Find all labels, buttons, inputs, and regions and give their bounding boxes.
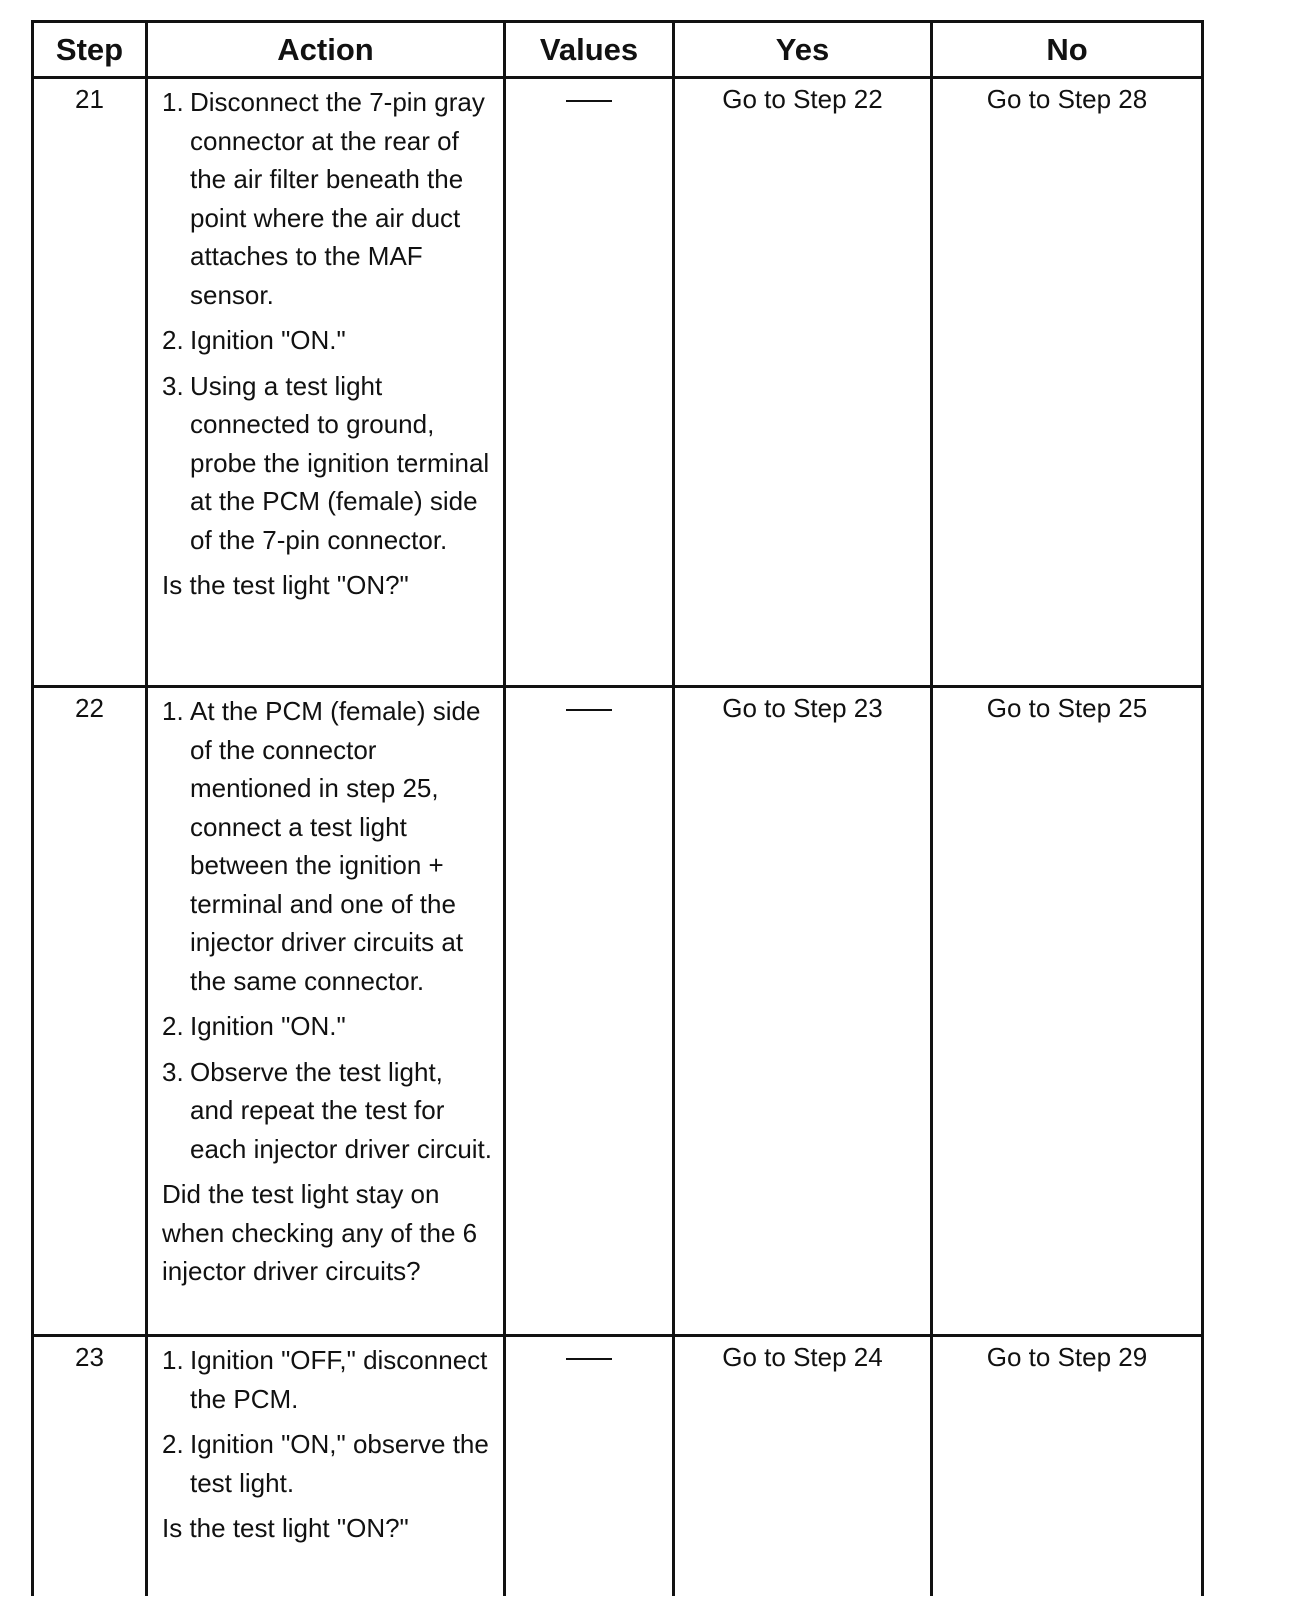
action-item-number: 3. [162,1056,184,1087]
values-cell [505,687,674,1336]
step-number: 21 [33,78,147,687]
yes-cell: Go to Step 22 [674,78,932,687]
action-item [162,1053,493,1169]
action-item-text: Ignition "ON." [190,325,346,355]
values-dash [566,1358,612,1360]
action-item-text: At the PCM (female) side of the connector mentioned in step 25, connect a test light between the ignition + terminal and one of the injector driver circuits at the same connector. [190,696,481,996]
values-dash [566,100,612,102]
header-action: Action [147,22,505,78]
action-list [162,692,493,1168]
table-row [33,78,1203,687]
action-item-number: 1. [162,87,184,117]
action-item [162,321,493,360]
header-yes: Yes [674,22,932,78]
action-item-number: 2. [162,1429,184,1459]
action-item-text: Disconnect the 7-pin gray connector at the rear of the air filter beneath the point where the air duct attaches to the MAF sensor. [190,87,485,310]
table-row [33,687,1203,1336]
action-list [162,83,493,559]
action-item-text: Using a test light connected to ground, probe the ignition terminal at the PCM (female) side of the 7-pin connector. [190,370,490,555]
action-item-text: Ignition "ON," observe the test light. [190,1429,489,1498]
action-item [162,367,493,560]
values-cell [505,1336,674,1597]
action-item [162,1007,493,1046]
action-item-number: 3. [162,370,184,401]
action-item-text: Ignition "OFF," disconnect the PCM. [190,1345,488,1414]
table-row [33,1336,1203,1597]
action-item-number: 1. [162,696,184,726]
action-item [162,692,493,1000]
header-values: Values [505,22,674,78]
action-question: Did the test light stay on when checking any of the 6 injector driver circuits? [162,1179,478,1286]
action-item-number: 1. [162,1345,184,1375]
values-dash [566,709,612,711]
action-item-text: Observe the test light, and repeat the test for each injector driver circuit. [190,1056,492,1164]
action-item [162,83,493,314]
no-cell: Go to Step 29 [932,1336,1203,1597]
action-question: Is the test light "ON?" [162,1513,409,1543]
action-question: Is the test light "ON?" [162,570,409,600]
header-step: Step [33,22,147,78]
header-row [33,22,1203,78]
action-item-number: 2. [162,1011,184,1041]
action-item-text: Ignition "ON." [190,1011,346,1041]
action-item [162,1425,493,1502]
diagnostic-table [31,20,1204,1596]
action-cell [147,687,505,1336]
yes-cell: Go to Step 24 [674,1336,932,1597]
action-item [162,1341,493,1418]
action-list [162,1341,493,1502]
no-cell: Go to Step 25 [932,687,1203,1336]
yes-cell: Go to Step 23 [674,687,932,1336]
no-cell: Go to Step 28 [932,78,1203,687]
action-cell [147,78,505,687]
action-cell [147,1336,505,1597]
step-number: 22 [33,687,147,1336]
header-no: No [932,22,1203,78]
action-item-number: 2. [162,325,184,355]
step-number: 23 [33,1336,147,1597]
values-cell [505,78,674,687]
